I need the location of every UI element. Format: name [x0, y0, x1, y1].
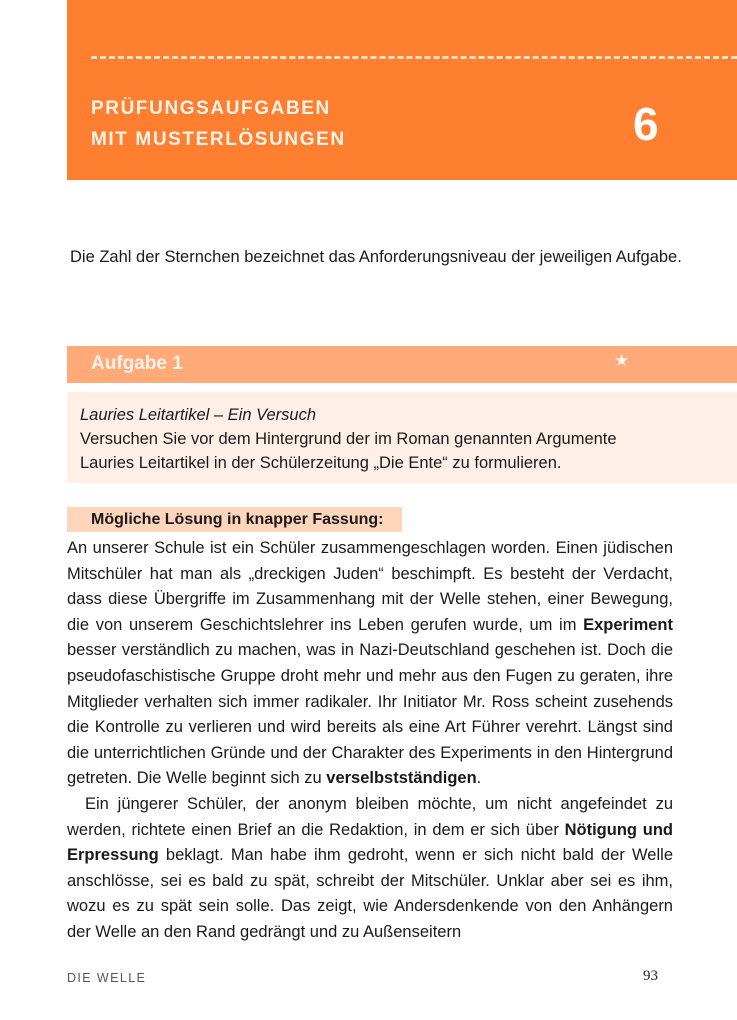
- chapter-title-line1: PRÜFUNGSAUFGABEN: [91, 98, 331, 119]
- task-instruction-line1: Versuchen Sie vor dem Hintergrund der im Roman genannten Argumente: [80, 430, 617, 448]
- solution-label: [67, 507, 402, 532]
- solution-body: [67, 536, 673, 946]
- chapter-number: 6: [633, 98, 659, 150]
- text-run: beklagt. Man habe ihm gedroht, wenn er sich nicht bald der Welle anschlösse, sei es bald zu spät, schreibt der Mitschüler. Unklar aber sei es ihm, wozu es zu spät sein solle. Das zeigt, wie Andersdenkende von den Anhängern der Welle an den Rand gedrängt und zu Außenseitern: [67, 846, 673, 941]
- star-icon: ★: [614, 351, 630, 370]
- intro-text: Die Zahl der Sternchen bezeichnet das Anforderungsniveau der jeweiligen Aufgabe.: [70, 248, 682, 266]
- emphasized-term: Experiment: [583, 615, 673, 634]
- text-run: An unserer Schule ist ein Schüler zusammengeschlagen worden. Einen jüdischen Mitschüler hat man als „dreckigen Juden“ beschimpft. Es besteht der Verdacht, dass diese Übergriffe im Zusammenhang mit der Welle stehen, einer Bewegung, die von unserem Geschichtslehrer ins Leben gerufen wurde, um im: [67, 539, 673, 634]
- emphasized-term: verselbstständigen: [326, 769, 477, 788]
- emphasized-term: Nötigung und Erpressung: [67, 820, 673, 865]
- chapter-header: [67, 0, 737, 180]
- chapter-title: [91, 93, 346, 155]
- task-title: Lauries Leitartikel – Ein Versuch: [80, 406, 317, 424]
- task-header-bar: [67, 346, 737, 383]
- solution-paragraph-2: [67, 792, 673, 946]
- task-instruction-line2: Lauries Leitartikel in der Schülerzeitung „Die Ente“ zu formulieren.: [80, 454, 562, 472]
- text-run: besser verständlich zu machen, was in Nazi-Deutschland geschehen ist. Doch die pseudofaschistische Gruppe droht mehr und mehr aus den Fugen zu geraten, ihre Mitglieder verhalten sich immer radikaler. Ihr Initiator Mr. Ross scheint zusehends die Kontrolle zu verlieren und wird bereits als eine Art Führer verehrt. Längst sind die unterrichtlichen Gründe und der Charakter des Experiments in den Hintergrund getreten. Die Welle beginnt sich zu: [67, 641, 673, 788]
- solution-label-text: Mögliche Lösung in knapper Fassung:: [91, 511, 384, 528]
- solution-paragraph-1: [67, 536, 673, 792]
- dashed-divider: [91, 56, 737, 59]
- footer-book-title: DIE WELLE: [67, 971, 147, 985]
- text-run: Ein jüngerer Schüler, der anonym bleiben möchte, um nicht angefeindet zu werden, richtete einen Brief an die Redaktion, in dem er sich über: [67, 794, 673, 839]
- text-run: .: [476, 769, 482, 788]
- task-box: [67, 392, 737, 483]
- page-number: 93: [643, 968, 658, 984]
- chapter-title-line2: MIT MUSTERLÖSUNGEN: [91, 129, 346, 150]
- task-label: Aufgabe 1: [91, 353, 183, 374]
